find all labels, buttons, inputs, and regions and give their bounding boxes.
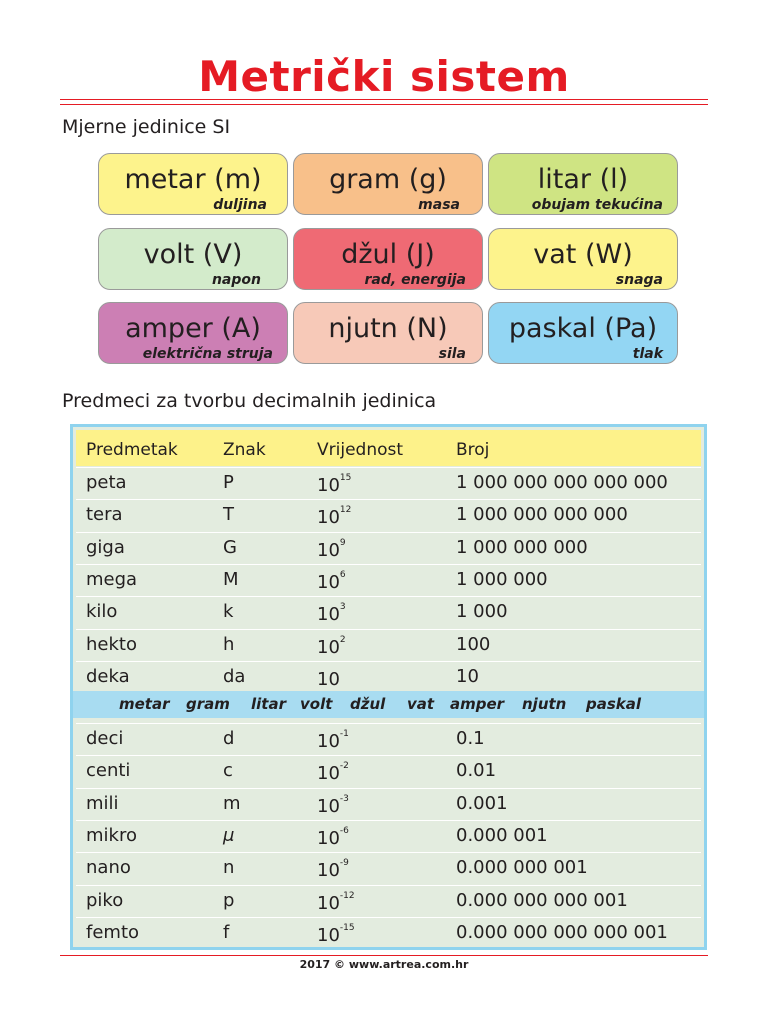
cell-sign: n — [223, 857, 235, 879]
cell-prefix: hekto — [86, 633, 137, 655]
unit-card — [488, 302, 678, 364]
unit-description: tlak — [632, 346, 663, 362]
value-exponent: -12 — [339, 890, 355, 901]
unit-name: litar (l) — [537, 164, 629, 195]
cell-sign: c — [223, 760, 233, 782]
band-unit-label: volt — [300, 695, 333, 713]
title-rule-bottom — [60, 104, 708, 105]
table-row — [76, 917, 701, 949]
title-rule-top — [60, 99, 708, 100]
unit-name: amper (A) — [125, 313, 261, 344]
cell-number: 0.01 — [456, 760, 497, 782]
value-base: 10 — [317, 668, 340, 690]
cell-number: 1 000 000 000 000 — [456, 504, 628, 526]
unit-name: njutn (N) — [328, 313, 448, 344]
cell-number: 1 000 000 000 — [456, 536, 588, 558]
value-exponent: 15 — [339, 473, 352, 483]
unit-description: masa — [418, 197, 460, 213]
section-heading-prefixes: Predmeci za tvorbu decimalnih jedinica — [62, 390, 437, 412]
cell-sign: da — [223, 665, 246, 687]
value-exponent: -9 — [339, 858, 349, 869]
band-unit-label: gram — [186, 695, 230, 713]
header-value: Vrijednost — [317, 440, 404, 460]
unit-description: snaga — [615, 272, 663, 288]
table-row — [76, 467, 701, 499]
value-exponent: -1 — [339, 729, 349, 739]
value-exponent: 6 — [339, 569, 346, 580]
cell-value — [317, 922, 355, 946]
unit-description: obujam tekućina — [531, 197, 663, 213]
table-row — [76, 596, 701, 628]
cell-prefix: mikro — [86, 824, 137, 846]
table-row — [76, 755, 701, 787]
cell-value — [317, 507, 351, 528]
cell-sign: T — [223, 504, 234, 526]
value-exponent: -15 — [339, 922, 355, 933]
value-base: 10 — [317, 795, 340, 817]
value-base: 10 — [317, 860, 340, 882]
unit-description: rad, energija — [364, 272, 466, 288]
cell-prefix: deka — [86, 665, 130, 687]
cell-number: 0.000 001 — [456, 824, 548, 846]
cell-value — [317, 475, 351, 496]
cell-sign: M — [223, 568, 239, 590]
unit-card — [98, 302, 288, 364]
units-band — [73, 691, 704, 718]
cell-prefix: kilo — [86, 601, 118, 623]
value-exponent: 3 — [339, 602, 346, 613]
cell-value — [317, 634, 346, 658]
cell-number: 0.001 — [456, 792, 508, 814]
cell-sign: d — [223, 728, 235, 749]
cell-prefix: tera — [86, 504, 123, 526]
value-base: 10 — [317, 604, 340, 626]
value-base: 10 — [317, 636, 340, 658]
unit-description: duljina — [213, 197, 267, 213]
cell-value — [317, 825, 349, 849]
unit-name: džul (J) — [341, 239, 435, 270]
footer-rule — [60, 955, 708, 956]
cell-number: 1 000 000 000 000 000 — [456, 472, 668, 493]
unit-name: metar (m) — [124, 164, 262, 195]
cell-value — [317, 537, 346, 561]
unit-name: volt (V) — [143, 239, 243, 270]
value-base: 10 — [317, 507, 340, 529]
value-exponent: -6 — [339, 825, 349, 836]
cell-sign: p — [223, 889, 235, 911]
unit-description: sila — [438, 346, 466, 362]
unit-card — [488, 228, 678, 290]
unit-name: gram (g) — [329, 164, 447, 195]
unit-description: električna struja — [142, 346, 273, 362]
band-unit-label: amper — [450, 695, 505, 713]
page-title: Metrički sistem — [198, 52, 570, 101]
value-base: 10 — [317, 892, 340, 914]
value-exponent: -3 — [339, 793, 349, 804]
cell-sign: f — [223, 921, 230, 943]
cell-prefix: femto — [86, 921, 140, 943]
cell-value — [317, 793, 349, 817]
value-base: 10 — [317, 731, 340, 752]
unit-card — [293, 228, 483, 290]
cell-number: 0.1 — [456, 728, 485, 749]
table-row — [76, 723, 701, 755]
cell-prefix: giga — [86, 536, 125, 558]
table-row — [76, 885, 701, 917]
header-number: Broj — [456, 440, 490, 460]
value-exponent: 12 — [339, 505, 352, 516]
unit-card — [488, 153, 678, 215]
cell-prefix: mili — [86, 792, 119, 814]
cell-number: 0.000 000 001 — [456, 857, 588, 879]
table-row — [76, 532, 701, 564]
table-row — [76, 661, 701, 693]
table-row — [76, 852, 701, 884]
cell-number: 0.000 000 000 000 001 — [456, 921, 668, 943]
cell-sign: μ — [223, 824, 235, 846]
value-base: 10 — [317, 924, 340, 946]
unit-card — [293, 153, 483, 215]
table-row — [76, 629, 701, 661]
band-unit-label: džul — [350, 695, 386, 713]
table-row — [76, 564, 701, 596]
value-exponent: -2 — [339, 761, 349, 772]
cell-prefix: deci — [86, 728, 124, 749]
cell-number: 100 — [456, 633, 491, 655]
cell-value — [317, 604, 346, 625]
cell-prefix: centi — [86, 760, 131, 782]
cell-number: 10 — [456, 665, 479, 687]
value-exponent: 9 — [339, 537, 346, 548]
cell-sign: P — [223, 472, 234, 493]
header-sign: Znak — [223, 440, 266, 460]
band-unit-label: litar — [251, 695, 286, 713]
band-unit-label: vat — [407, 695, 435, 713]
cell-prefix: nano — [86, 857, 131, 879]
unit-description: napon — [211, 272, 261, 288]
value-base: 10 — [317, 827, 340, 849]
cell-prefix: peta — [86, 472, 127, 493]
unit-card — [98, 228, 288, 290]
cell-prefix: piko — [86, 889, 124, 911]
value-base: 10 — [317, 539, 340, 561]
cell-sign: k — [223, 601, 234, 623]
cell-number: 0.000 000 000 001 — [456, 889, 628, 911]
prefix-table — [70, 424, 707, 950]
unit-name: paskal (Pa) — [508, 313, 658, 344]
band-unit-label: metar — [119, 695, 170, 713]
cell-value — [317, 669, 340, 690]
table-row — [76, 499, 701, 531]
unit-name: vat (W) — [533, 239, 633, 270]
cell-prefix: mega — [86, 568, 138, 590]
section-heading-si-units: Mjerne jedinice SI — [62, 116, 231, 138]
cell-sign: h — [223, 633, 235, 655]
table-header — [76, 430, 701, 466]
cell-sign: m — [223, 792, 241, 814]
cell-number: 1 000 000 — [456, 568, 548, 590]
cell-number: 1 000 — [456, 601, 508, 623]
table-row — [76, 820, 701, 852]
footer-copyright: 2017 © www.artrea.com.hr — [299, 958, 469, 971]
value-base: 10 — [317, 763, 340, 785]
table-row — [76, 788, 701, 820]
value-base: 10 — [317, 571, 340, 593]
header-prefix: Predmetak — [86, 440, 178, 460]
cell-value — [317, 860, 349, 881]
cell-value — [317, 763, 349, 784]
unit-card — [293, 302, 483, 364]
cell-sign: G — [223, 536, 237, 558]
unit-card — [98, 153, 288, 215]
cell-value — [317, 890, 355, 914]
band-unit-label: paskal — [586, 695, 642, 713]
cell-value — [317, 569, 346, 593]
value-base: 10 — [317, 475, 340, 496]
cell-value — [317, 731, 349, 752]
band-unit-label: njutn — [522, 695, 567, 713]
value-exponent: 2 — [339, 634, 346, 645]
